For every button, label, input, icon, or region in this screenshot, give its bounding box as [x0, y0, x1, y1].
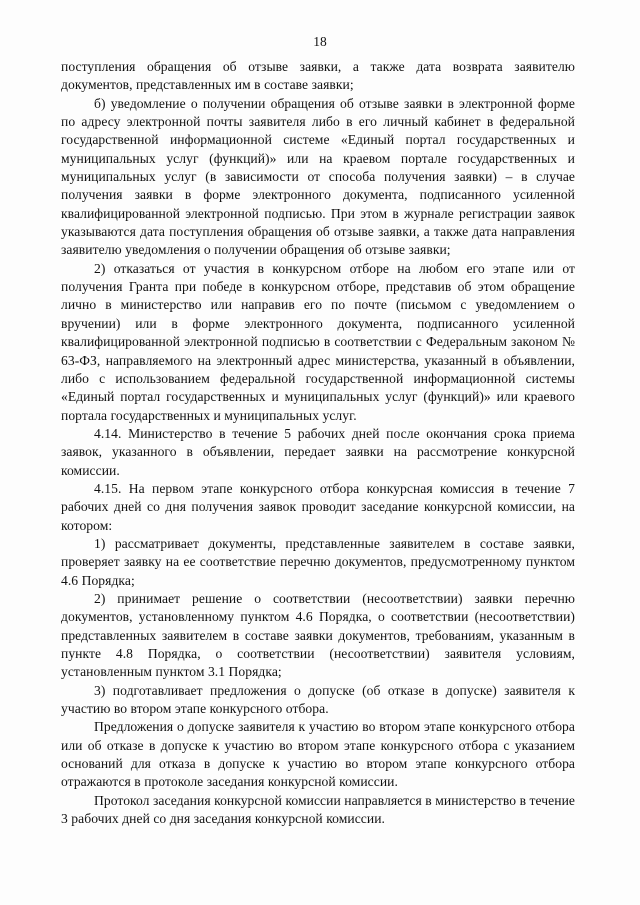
paragraph-4-15: 4.15. На первом этапе конкурсного отбора конкурсная комиссия в течение 7 рабочих дней со дня получения заявок проводит заседание конкурсной комиссии, на котором:	[61, 480, 575, 533]
paragraph-protocol: Протокол заседания конкурсной комиссии направляется в министерство в течение 3 рабочих дней со дня заседания конкурсной комиссии.	[61, 792, 575, 827]
paragraph-item-2-withdraw: 2) отказаться от участия в конкурсном отборе на любом его этапе или от получения Гранта при победе в конкурсном отборе, представив об этом обращение лично в министерство или направив его по почте (письмом с уведомлением о вручении) или в форме электронного документа, подписанного усиленной квалифицированной электронной подписью в соответствии с Федеральным законом № 63-ФЗ, направляемого на электронный адрес министерства, указанный в объявлении, либо с использованием федеральной государственной информационной системы «Единый портал государственных и муниципальных услуг (функций)» или краевого портала государственных и муниципальных услуг.	[61, 260, 575, 423]
paragraph-item-b-notification: б) уведомление о получении обращения об отзыве заявки в электронной форме по адресу электронной почты заявителя либо в его личный кабинет в федеральной государственной информационной системе «Единый портал государственных и муниципальных услуг (функций)» или на краевом портале государственных и муниципальных услуг (в зависимости от способа получения заявки) – в случае получения заявки в форме электронного документа, подписанного усиленной квалифицированной электронной подписью. При этом в журнале регистрации заявок указываются дата поступления обращения об отзыве заявки, а также дата направления заявителю уведомления о получении обращения об отзыве заявки;	[61, 95, 575, 258]
paragraph-4-15-item-3: 3) подготавливает предложения о допуске (об отказе в допуске) заявителя к участию во втором этапе конкурсного отбора.	[61, 682, 575, 717]
paragraph-4-14: 4.14. Министерство в течение 5 рабочих дней после окончания срока приема заявок, указанного в объявлении, передает заявки на рассмотрение конкурсной комиссии.	[61, 425, 575, 478]
paragraph-4-15-item-2: 2) принимает решение о соответствии (несоответствии) заявки перечню документов, установленному пунктом 4.6 Порядка, о соответствии (несоответствии) представленных заявителем в составе заявки документов, требованиям, указанным в пункте 4.8 Порядка, о соответствии (несоответствии) заявителя условиям, установленным пунктом 3.1 Порядка;	[61, 590, 575, 680]
page-number: 18	[313, 34, 327, 49]
paragraph-4-15-item-1: 1) рассматривает документы, представленные заявителем в составе заявки, проверяет заявку на ее соответствие перечню документов, предусмотренному пунктом 4.6 Порядка;	[61, 535, 575, 588]
document-body	[61, 58, 575, 828]
paragraph-continuation: поступления обращения об отзыве заявки, а также дата возврата заявителю документов, представленных им в составе заявки;	[61, 59, 575, 93]
paragraph-proposals: Предложения о допуске заявителя к участию во втором этапе конкурсного отбора или об отказе в допуске к участию во втором этапе конкурсного отбора с указанием оснований для отказа в допуске к участию во втором этапе конкурсного отбора отражаются в протоколе заседания конкурсной комиссии.	[61, 719, 575, 790]
